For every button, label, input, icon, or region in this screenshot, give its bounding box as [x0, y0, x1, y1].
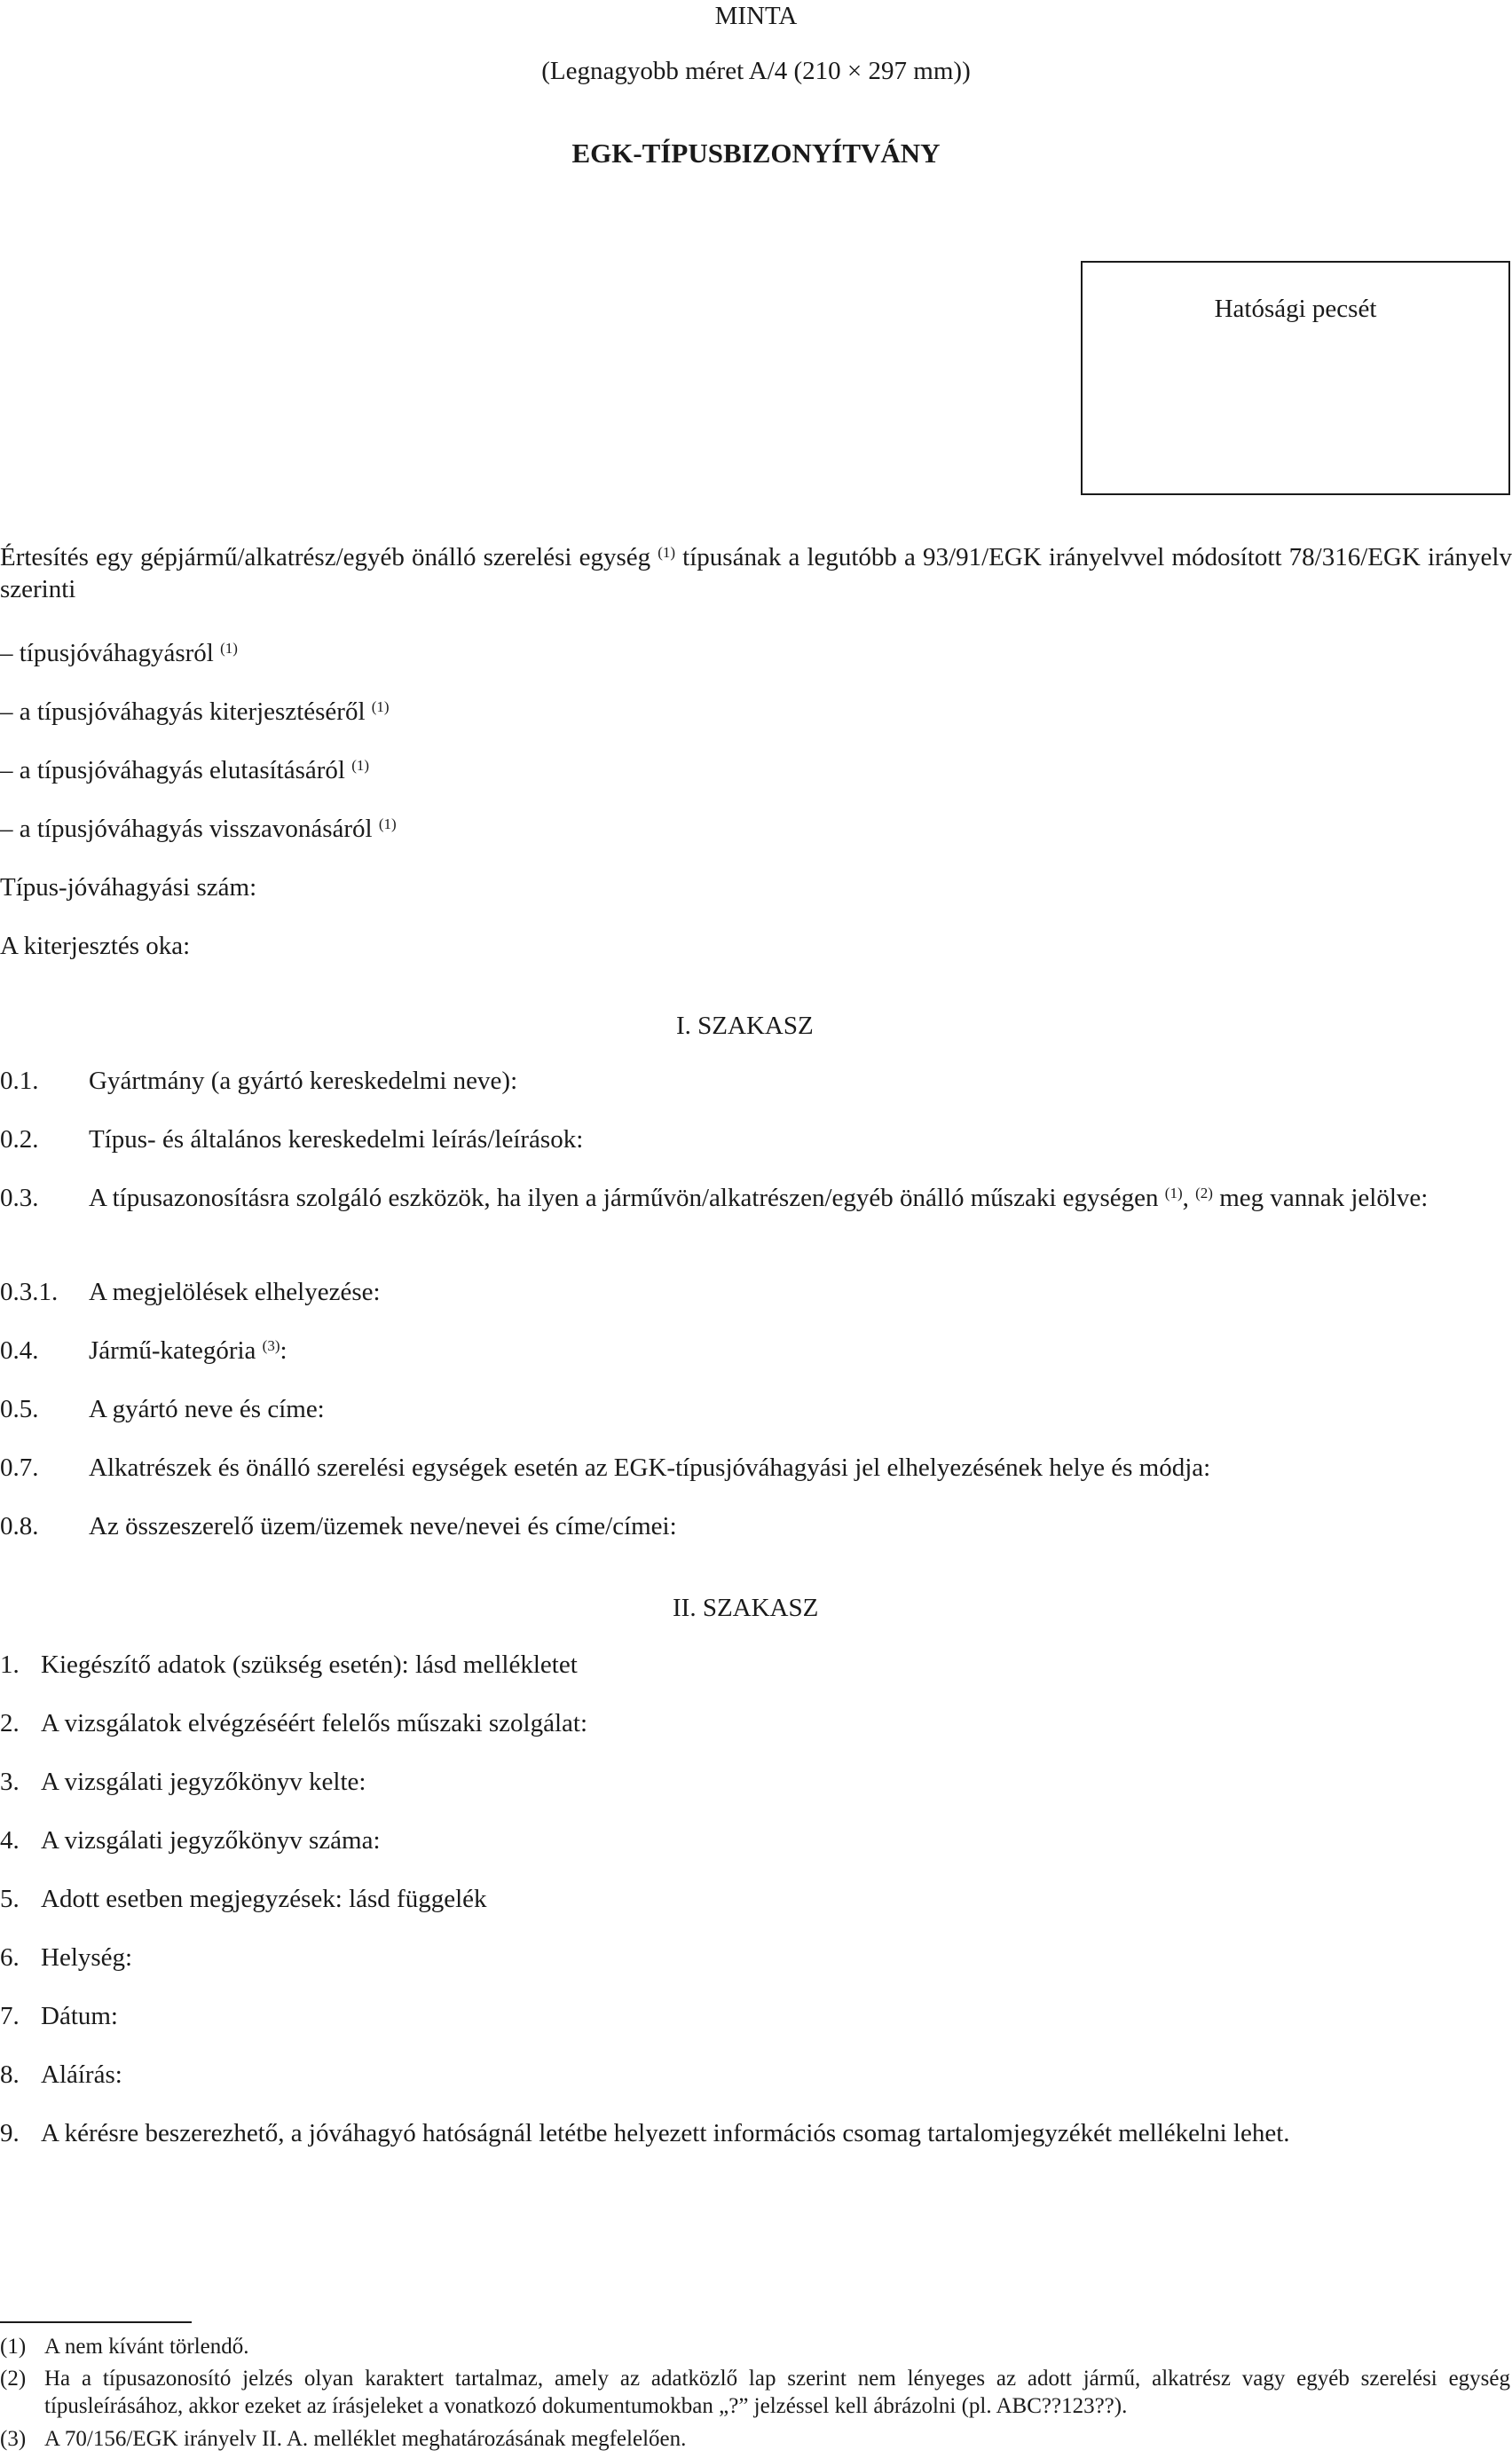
footnote-text: A nem kívánt törlendő. — [44, 2335, 249, 2359]
footnote-mark: (2) — [0, 2367, 27, 2391]
intro-text-b: típusának a legutóbb a 93/91/EGK irányelvvel módosított 78/316/EGK irányelv szerinti — [0, 543, 1512, 604]
item-text: A megjelölések elhelyezése: — [89, 1278, 381, 1306]
item-number: 0.3.1. — [0, 1278, 59, 1306]
item-text: Kiegészítő adatok (szükség esetén): lásd mellékletet — [41, 1650, 578, 1679]
dash-item — [0, 813, 397, 845]
item-number: 4. — [0, 1826, 20, 1855]
item-text: A kérésre beszerezhető, a jóváhagyó hatóságnál letétbe helyezett információs csomag tartalomjegyzékét mellékelni lehet. — [41, 2119, 1290, 2147]
dash-item — [0, 696, 390, 728]
footnote-ref: (1) — [658, 544, 676, 561]
item-text: A vizsgálati jegyzőkönyv száma: — [41, 1826, 381, 1855]
item-number: 2. — [0, 1709, 20, 1737]
item-text: Gyártmány (a gyártó kereskedelmi neve): — [89, 1067, 518, 1095]
extension-reason-label: A kiterjesztés oka: — [0, 932, 191, 960]
footnote-divider — [0, 2321, 192, 2323]
item-number: 7. — [0, 2002, 20, 2030]
item-text: Aláírás: — [41, 2060, 122, 2089]
item-text: A vizsgálati jegyzőkönyv kelte: — [41, 1768, 366, 1796]
item-text — [89, 1182, 1510, 1214]
footnote-text: Ha a típusazonosító jelzés olyan karaktert tartalmaz, amely az adatközlő lap szerint nem lényeges az adott jármű, alkatrész vagy egyéb szerelési egység típusleírásához, akkor ezeket az írásjeleket a vonatkozó dokumentumokban „?” jelzéssel kell ábrázolni (pl. ABC??123??). — [44, 2367, 1510, 2418]
document-title: EGK-TÍPUSBIZONYÍTVÁNY — [571, 138, 941, 169]
item-number: 0.1. — [0, 1067, 39, 1095]
intro-text-a: Értesítés egy gépjármű/alkatrész/egyéb önálló szerelési egység — [0, 543, 658, 571]
footnote-ref: (1) — [378, 815, 397, 832]
item-text: Dátum: — [41, 2002, 118, 2030]
item-number: 8. — [0, 2060, 20, 2089]
footnote-mark: (1) — [0, 2335, 27, 2359]
item-number: 1. — [0, 1650, 20, 1679]
item-number: 0.5. — [0, 1395, 39, 1423]
item-text: Helység: — [41, 1943, 133, 1972]
section-2-heading: II. SZAKASZ — [673, 1594, 819, 1622]
dash-item — [0, 637, 238, 669]
footnote — [0, 2334, 1512, 2360]
approval-number-label: Típus-jóváhagyási szám: — [0, 873, 257, 902]
dash-item-text: – a típusjóváhagyás elutasításáról — [0, 756, 352, 784]
intro-paragraph — [0, 541, 1512, 606]
footnote-mark: (3) — [0, 2427, 27, 2451]
item-text: Alkatrészek és önálló szerelési egységek esetén az EGK-típusjóváhagyási jel elhelyezésének helye és módja: — [89, 1454, 1211, 1482]
item-number: 5. — [0, 1885, 20, 1913]
stamp-label: Hatósági pecsét — [1214, 295, 1377, 323]
item-text: Adott esetben megjegyzések: lásd függelék — [41, 1885, 487, 1913]
footnote-ref: (3) — [262, 1337, 280, 1354]
item-number: 0.2. — [0, 1125, 39, 1154]
footnote-ref: (1) — [1164, 1185, 1183, 1201]
item-text — [89, 1335, 287, 1367]
size-note: (Legnagyobb méret A/4 (210 × 297 mm)) — [541, 57, 971, 85]
dash-item-text: – a típusjóváhagyás kiterjesztéséről — [0, 697, 372, 726]
item-number: 0.7. — [0, 1454, 39, 1482]
footnote-ref: (1) — [351, 757, 370, 774]
dash-item-text: – típusjóváhagyásról — [0, 639, 221, 667]
footnote-ref: (1) — [371, 698, 390, 715]
footnote-ref: (1) — [220, 640, 238, 657]
item-number: 0.3. — [0, 1184, 39, 1212]
item-text-a: A típusazonosításra szolgáló eszközök, ha ilyen a járművön/alkatrészen/egyéb önálló műszaki egységen — [89, 1184, 1165, 1212]
item-number: 6. — [0, 1943, 20, 1972]
item-text: Az összeszerelő üzem/üzemek neve/nevei és címe/címei: — [89, 1512, 677, 1540]
footnote — [0, 2426, 1512, 2453]
item-text-b: : — [280, 1336, 287, 1365]
ref-separator: , — [1182, 1184, 1196, 1212]
dash-item — [0, 754, 369, 786]
section-1-heading: I. SZAKASZ — [676, 1012, 814, 1040]
item-number: 0.8. — [0, 1512, 39, 1540]
item-text-a: Jármű-kategória — [89, 1336, 263, 1365]
footnote — [0, 2366, 1512, 2423]
item-text: Típus- és általános kereskedelmi leírás/leírások: — [89, 1125, 584, 1154]
item-text: A gyártó neve és címe: — [89, 1395, 325, 1423]
document-label: MINTA — [714, 2, 798, 30]
item-text-b: meg vannak jelölve: — [1212, 1184, 1429, 1212]
item-number: 0.4. — [0, 1336, 39, 1365]
authority-stamp-box — [1081, 261, 1510, 495]
item-text: A vizsgálatok elvégzéséért felelős műszaki szolgálat: — [41, 1709, 588, 1737]
item-number: 3. — [0, 1768, 20, 1796]
item-number: 9. — [0, 2119, 20, 2147]
dash-item-text: – a típusjóváhagyás visszavonásáról — [0, 815, 379, 843]
footnote-ref: (2) — [1195, 1185, 1213, 1201]
footnote-text: A 70/156/EGK irányelv II. A. melléklet meghatározásának megfelelően. — [44, 2427, 687, 2451]
